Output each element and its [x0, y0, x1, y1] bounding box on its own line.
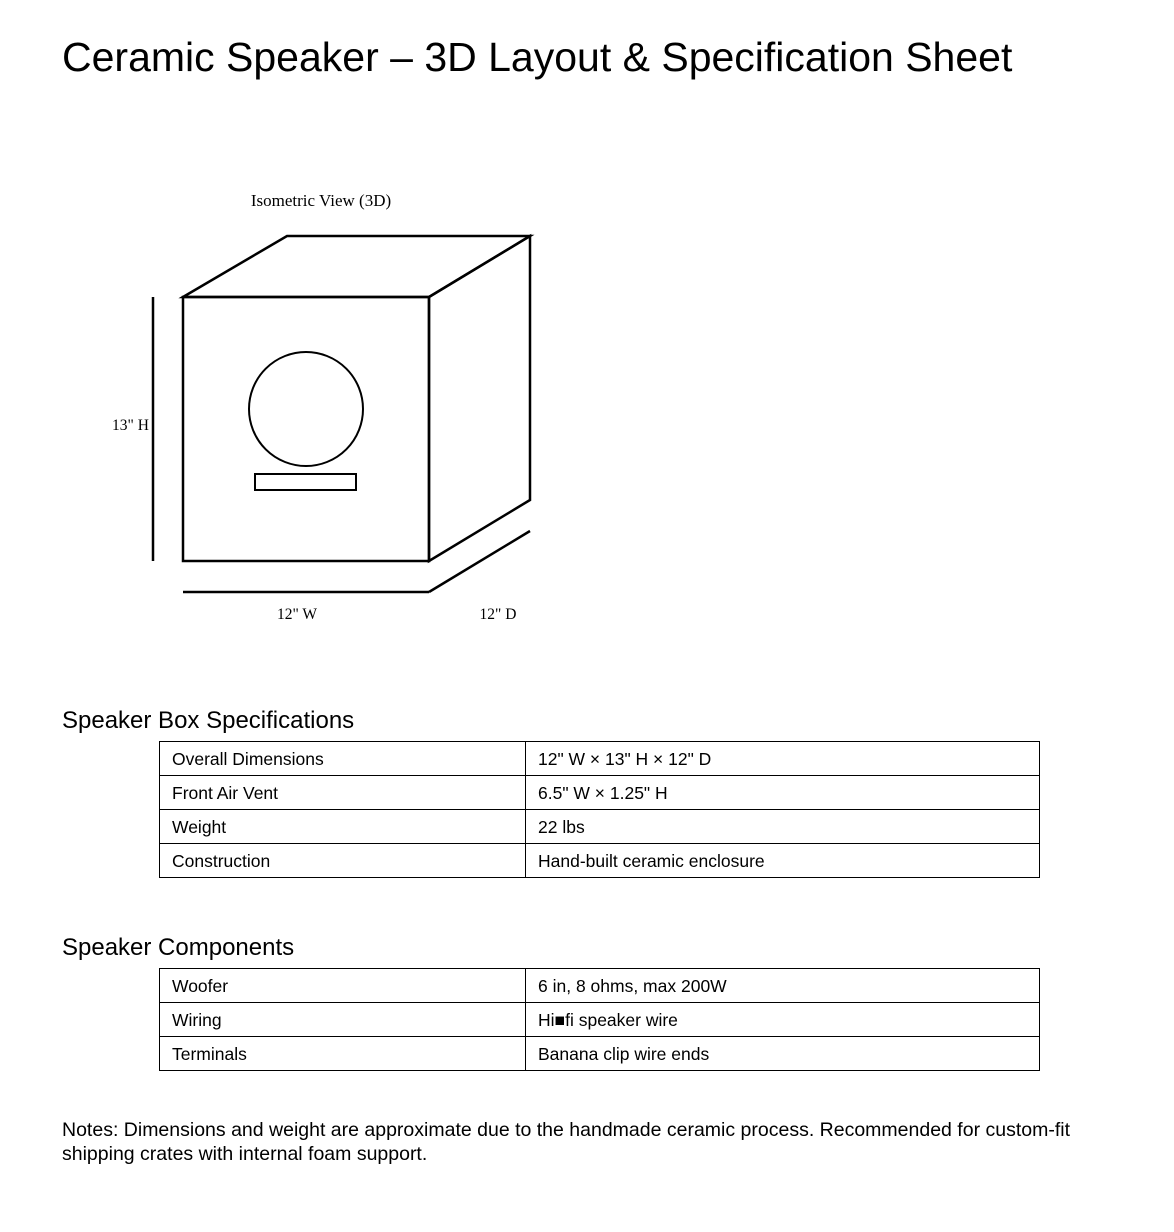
components-table	[159, 968, 1040, 1071]
notes-paragraph: Notes: Dimensions and weight are approximate due to the handmade ceramic process. Recommended for custom-fit shipping crates with internal foam support.	[62, 1119, 1070, 1165]
spec-value: 12" W × 13" H × 12" D	[526, 742, 1040, 776]
component-label: Terminals	[160, 1037, 526, 1071]
spec-label: Front Air Vent	[160, 776, 526, 810]
component-label: Wiring	[160, 1003, 526, 1037]
box-specs-table	[159, 741, 1040, 878]
component-label: Woofer	[160, 969, 526, 1003]
component-value: 6 in, 8 ohms, max 200W	[526, 969, 1040, 1003]
component-value: Banana clip wire ends	[526, 1037, 1040, 1071]
air-vent	[255, 474, 356, 490]
table-row	[160, 969, 1040, 1003]
box-front-face	[183, 297, 429, 561]
depth-label: 12" D	[479, 606, 517, 623]
spec-label: Construction	[160, 844, 526, 878]
spec-value: Hand-built ceramic enclosure	[526, 844, 1040, 878]
table-row	[160, 742, 1040, 776]
spec-value: 22 lbs	[526, 810, 1040, 844]
table-row	[160, 844, 1040, 878]
box-side-face	[429, 236, 530, 561]
spec-value: 6.5" W × 1.25" H	[526, 776, 1040, 810]
page-title: Ceramic Speaker – 3D Layout & Specification Sheet	[62, 34, 1013, 80]
spec-label: Overall Dimensions	[160, 742, 526, 776]
height-label: 13" H	[112, 417, 149, 434]
spec-label: Weight	[160, 810, 526, 844]
table-row	[160, 810, 1040, 844]
components-heading: Speaker Components	[62, 934, 295, 961]
width-label: 12" W	[276, 606, 318, 623]
box-specs-heading: Speaker Box Specifications	[62, 707, 355, 734]
table-row	[160, 1037, 1040, 1071]
table-row	[160, 1003, 1040, 1037]
drawing-caption: Isometric View (3D)	[250, 191, 392, 210]
table-row	[160, 776, 1040, 810]
woofer-circle	[249, 352, 363, 466]
depth-dimension-line	[429, 531, 530, 592]
component-value: Hi■fi speaker wire	[526, 1003, 1040, 1037]
